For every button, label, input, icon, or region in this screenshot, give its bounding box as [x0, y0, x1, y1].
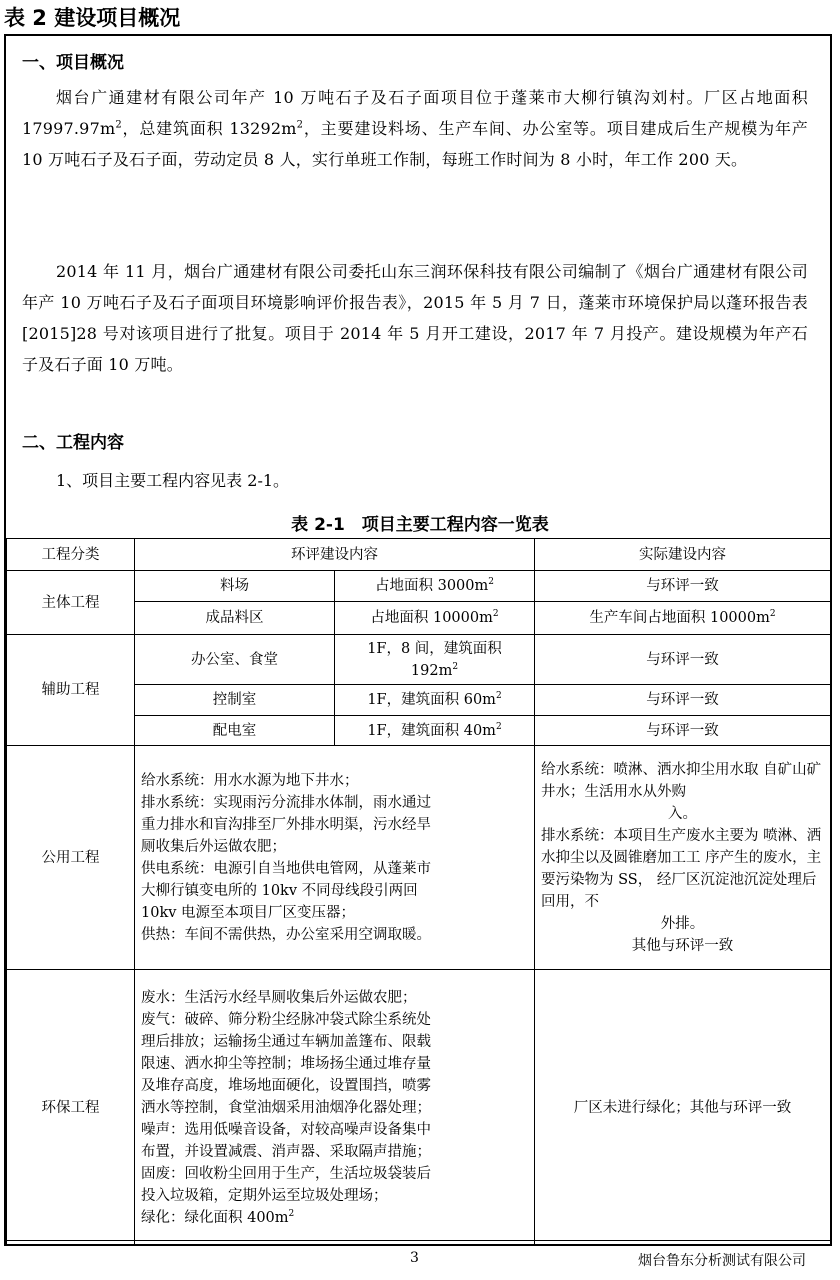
item-name-cell: 成品料区 — [135, 602, 335, 635]
actual-cell: 与环评一致 — [535, 635, 831, 685]
item-name-cell: 料场 — [135, 571, 335, 602]
table-row — [7, 746, 831, 970]
header-actual: 实际建设内容 — [535, 539, 831, 571]
eia-cell: 占地面积 $10000m^2$ — [335, 602, 535, 635]
para1-part-a: 烟台广通建材有限公司年产 10 万吨石子及石子面项目位于蓬莱市大柳行镇沟刘村。厂区占地面积 17997.97m — [22, 88, 808, 138]
category-cell: 辅助工程 — [7, 635, 135, 746]
table-row — [7, 571, 831, 602]
section-heading-overview: 一、项目概况 — [22, 53, 124, 73]
eia-cell: 占地面积 $3000m^2$ — [335, 571, 535, 602]
eia-cell: 1F，建筑面积 $40m^2$ — [335, 716, 535, 746]
table-reference-line: 1、项目主要工程内容见表 2-1。 — [56, 471, 290, 490]
footer-company: 烟台鲁东分析测试有限公司 — [638, 1253, 806, 1269]
actual-utility-cell: 给水系统：喷淋、洒水抑尘用水取 自矿山矿井水；生活用水从外购 入。 排水系统：本项目生产废水主要为 喷淋、洒水抑尘以及圆锥磨加工工 序产生的废水，主要污染物为 SS， 经厂区沉淀池沉淀处理后回用，不 外排。 其他与环评一致 — [535, 746, 831, 970]
actual-env-cell: 厂区未进行绿化；其他与环评一致 — [535, 970, 831, 1246]
para1-part-c: ，主要建设料场、生产车间、办公室等。项目建成后生产规模为年产 10 万吨石子及石子面，劳动定员 8 人，实行单班工作制，每班工作时间为 8 小时，年工作 200 天。 — [22, 119, 808, 169]
eia-utility-cell: 给水系统：用水水源为地下井水； 排水系统：实现雨污分流排水体制，雨水通过 重力排水和盲沟排至厂外排水明渠，污水经旱 厕收集后外运做农肥； 供电系统：电源引自当地供电管网，从蓬莱市 大柳行镇变电所的 10kv 不同母线段引两回 10kv 电源至本项目厂区变压器； 供热：车间不需供热，办公室采用空调取暖。 — [135, 746, 535, 970]
eia-cell: 1F，8 间，建筑面积 $192m^2$ — [335, 635, 535, 685]
item-name-cell: 办公室、食堂 — [135, 635, 335, 685]
table-row — [7, 970, 831, 1246]
item-name-cell: 配电室 — [135, 716, 335, 746]
page-number: 3 — [410, 1250, 419, 1266]
eia-env-cell: 废水：生活污水经旱厕收集后外运做农肥； 废气：破碎、筛分粉尘经脉冲袋式除尘系统处 理后排放；运输扬尘通过车辆加盖篷布、限载 限速、洒水抑尘等控制；堆场扬尘通过堆存量 及堆存高度，堆场地面硬化，设置围挡，喷雾 洒水等控制，食堂油烟采用油烟净化器处理； 噪声：选用低噪音设备，对较高噪声设备集中 布置，并设置减震、消声器、采取隔声措施； 固废：回收粉尘回用于生产，生活垃圾袋装后 投入垃圾箱，定期外运至垃圾处理场； 绿化：绿化面积 $400m^2$ — [135, 970, 535, 1246]
page-title: 表 2 建设项目概况 — [4, 6, 181, 30]
item-name-cell: 控制室 — [135, 685, 335, 716]
eia-cell: 1F，建筑面积 $60m^2$ — [335, 685, 535, 716]
table-row — [7, 635, 831, 685]
actual-cell: 与环评一致 — [535, 685, 831, 716]
section-heading-engineering: 二、工程内容 — [22, 433, 124, 453]
category-cell: 主体工程 — [7, 571, 135, 635]
actual-cell: 与环评一致 — [535, 571, 831, 602]
superscript: 2 — [296, 119, 304, 131]
actual-cell: 与环评一致 — [535, 716, 831, 746]
superscript: 2 — [115, 119, 122, 131]
category-cell: 环保工程 — [7, 970, 135, 1246]
engineering-content-table — [6, 538, 831, 1246]
actual-cell: 生产车间占地面积 $10000m^2$ — [535, 602, 831, 635]
header-eia: 环评建设内容 — [135, 539, 535, 571]
overview-paragraph-1 — [22, 82, 808, 175]
header-category: 工程分类 — [7, 539, 135, 571]
category-cell: 公用工程 — [7, 746, 135, 970]
table-caption: 表 2-1 项目主要工程内容一览表 — [291, 515, 549, 535]
table-header-row — [7, 539, 831, 571]
overview-paragraph-2: 2014 年 11 月，烟台广通建材有限公司委托山东三润环保科技有限公司编制了《烟台广通建材有限公司年产 10 万吨石子及石子面项目环境影响评价报告表》，2015 年 5 月 7 日，蓬莱市环境保护局以蓬环报告表[2015]28 号对该项目进行了批复。项目于 2014 年 5 月开工建设，2017 年 7 月投产。建设规模为年产石子及石子面 10 万吨。 — [22, 262, 808, 374]
para1-part-b: ，总建筑面积 13292m — [121, 119, 297, 138]
